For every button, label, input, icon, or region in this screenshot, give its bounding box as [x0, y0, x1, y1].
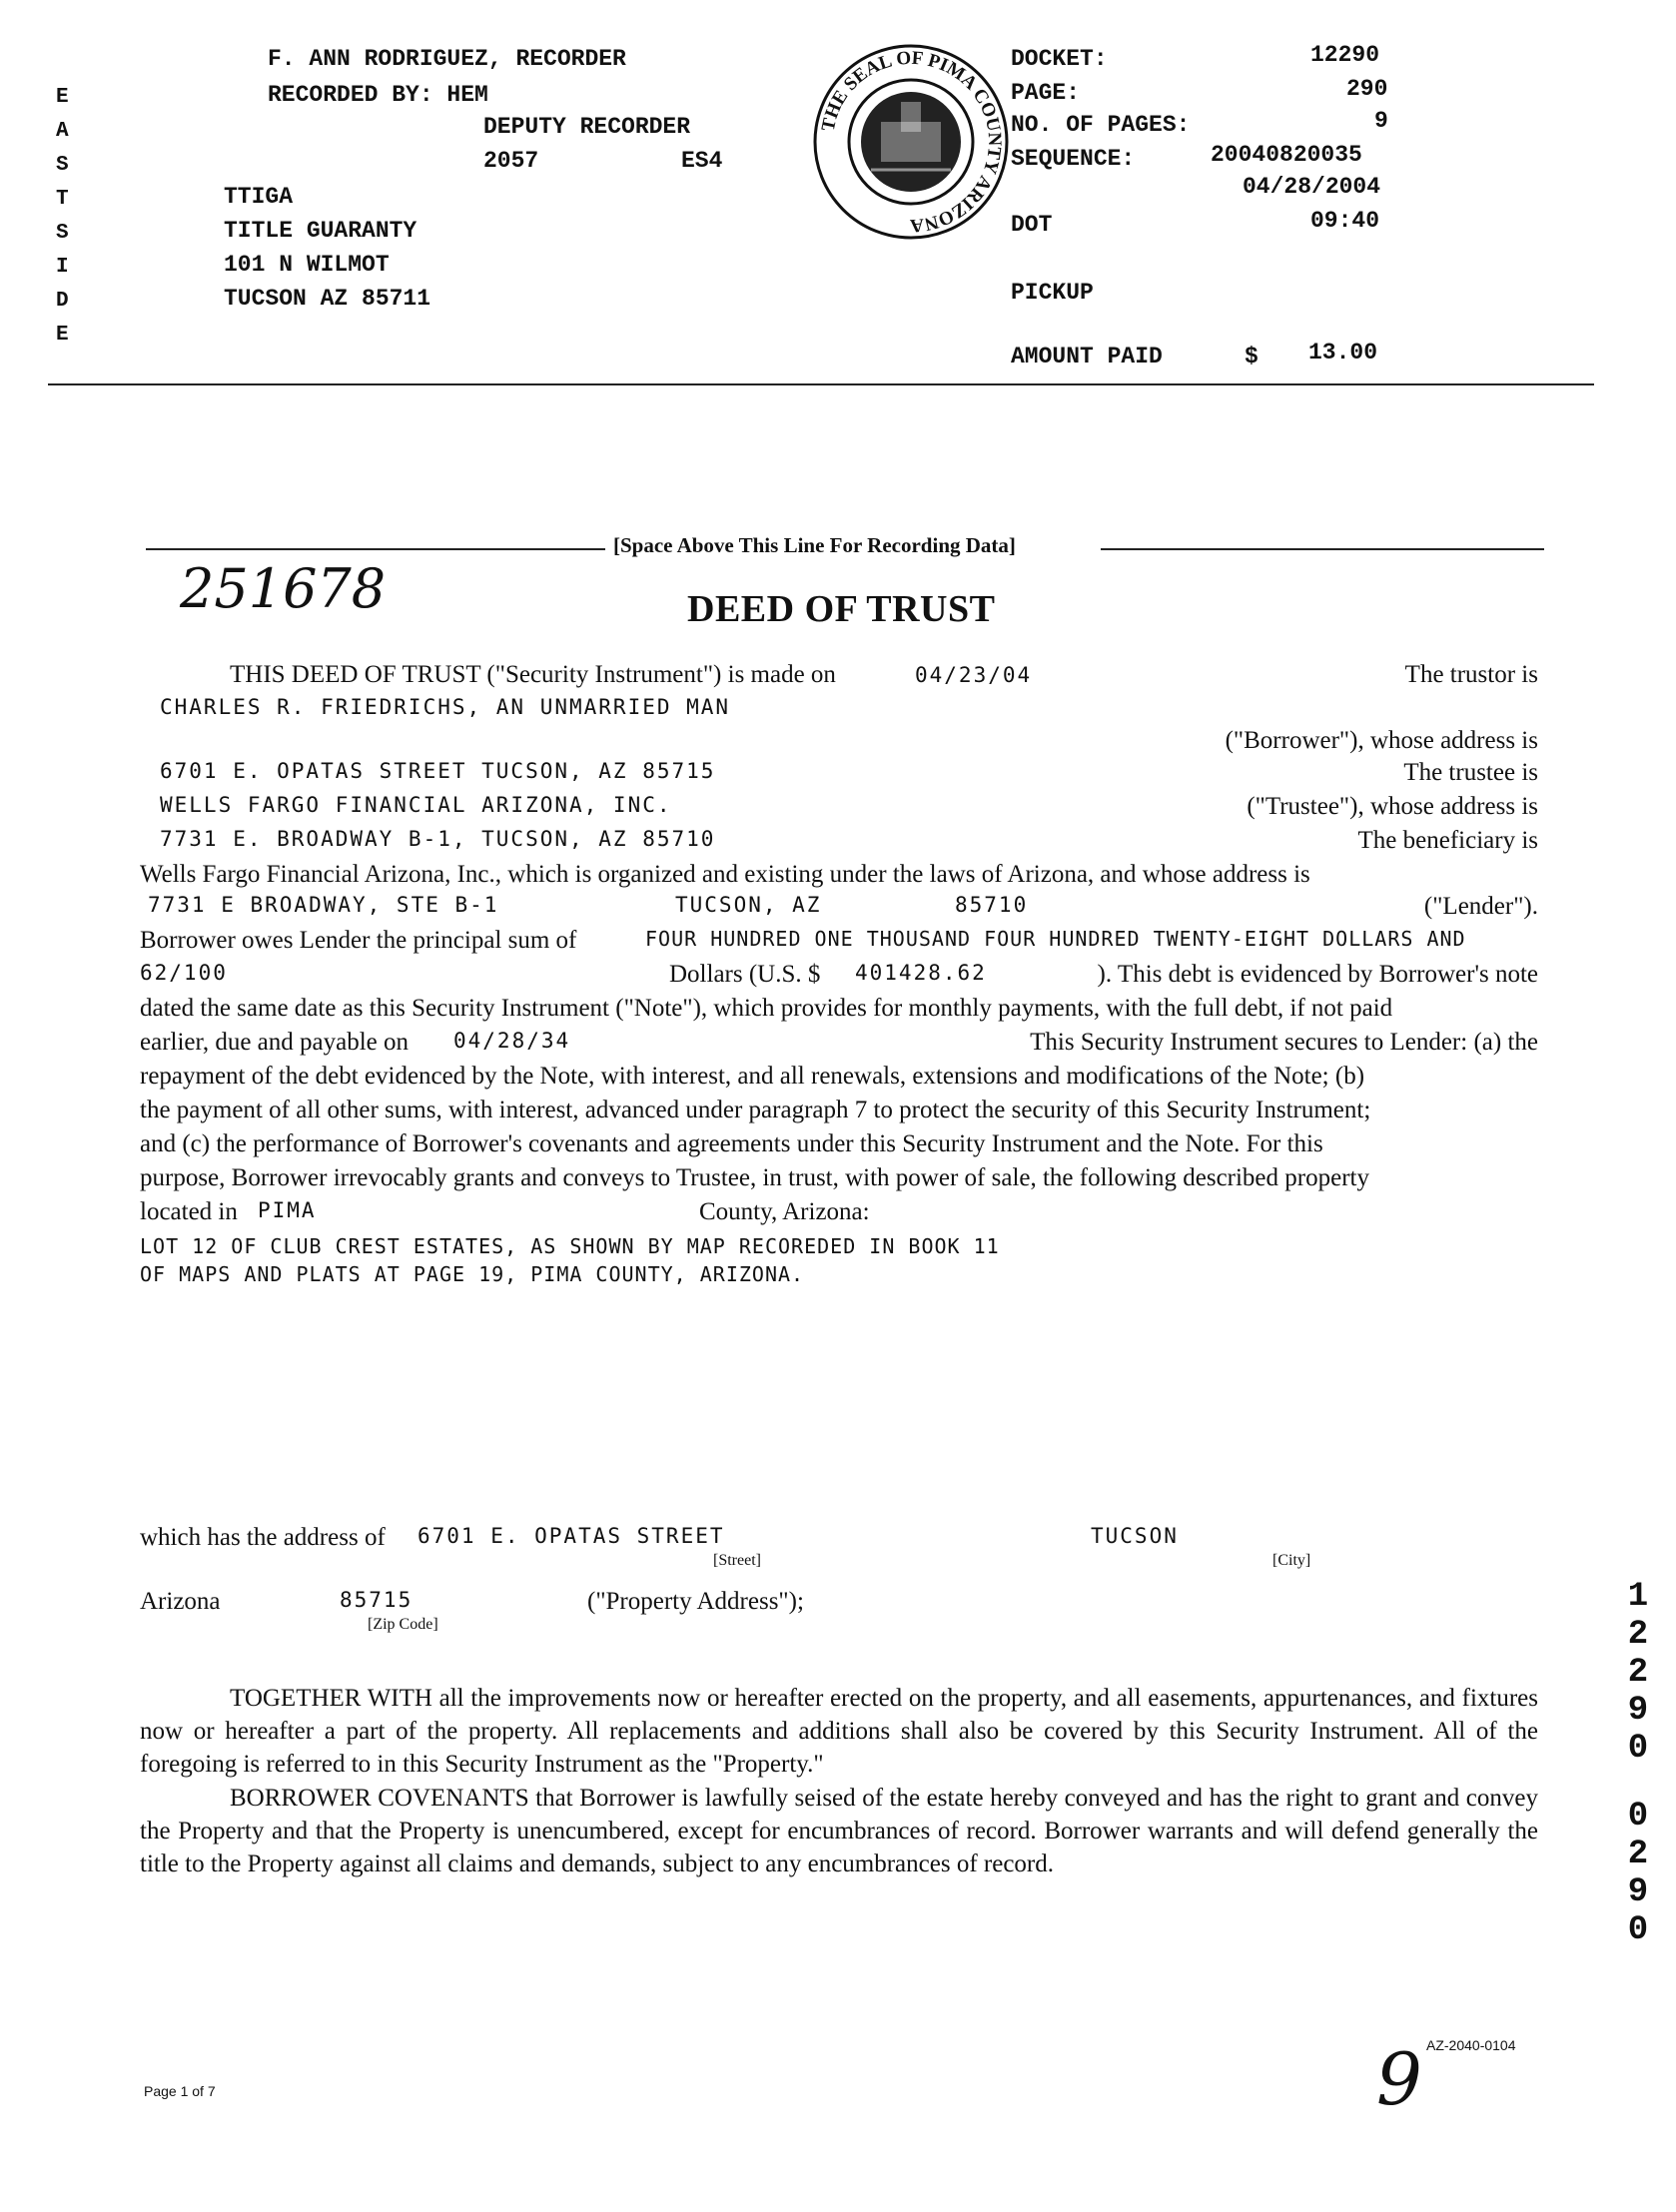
stamp-digit: 2 — [1627, 1616, 1649, 1654]
intro-line: 7731 E. BROADWAY B-1, TUCSON, AZ 85710 The beneficiary is — [160, 827, 1538, 854]
property-street: 6701 E. OPATAS STREET — [418, 1524, 725, 1548]
street-label: [Street] — [713, 1552, 761, 1569]
recording-rule-left — [146, 548, 605, 550]
amount-symbol: $ — [1245, 344, 1258, 369]
stamp-digit: 0 — [1627, 1911, 1649, 1949]
side-letter: E — [56, 86, 69, 109]
principal-cents: 62/100 — [140, 961, 228, 985]
lender-street: 7731 E BROADWAY, STE B-1 — [148, 893, 499, 917]
stamp-digit: 0 — [1627, 1798, 1649, 1836]
field-value: 290 — [1346, 76, 1388, 102]
field-value: 04/28/2004 — [1243, 174, 1381, 200]
field-label: DOCKET: — [1011, 46, 1108, 72]
intro-line: THIS DEED OF TRUST ("Security Instrument") is made on 04/23/04 The trustor is — [230, 661, 1538, 688]
field-value: 09:40 — [1310, 208, 1380, 234]
form-number: AZ-2040-0104 — [1426, 2037, 1516, 2053]
property-city: TUCSON — [1091, 1524, 1179, 1548]
recorded-by: RECORDED BY: HEM — [268, 82, 488, 108]
together-with-paragraph: TOGETHER WITH all the improvements now or hereafter erected on the property, and all easements, appurtenances, and fixtures now or hereafter a part of the property. All replacements and additions shall also be covered by this Security Instrument. All of the foregoing is referred to in this Security Instrument as the "Property." — [140, 1685, 1538, 1778]
side-letter: A — [56, 120, 69, 143]
county-name: PIMA — [258, 1198, 317, 1222]
field-value: 9 — [1374, 108, 1388, 134]
deputy-recorder: DEPUTY RECORDER — [483, 114, 691, 140]
field-label: PICKUP — [1011, 280, 1094, 306]
trustee-name: WELLS FARGO FINANCIAL ARIZONA, INC. — [160, 793, 672, 817]
side-letter: T — [56, 188, 69, 211]
property-zip: 85715 — [340, 1588, 414, 1612]
legal-description-line: LOT 12 OF CLUB CREST ESTATES, AS SHOWN BY MAP RECOREDED IN BOOK 11 — [140, 1234, 1000, 1258]
principal-amount: 401428.62 — [855, 961, 987, 985]
svg-text:THE SEAL OF PIMA COUNTY ARIZON: THE SEAL OF PIMA COUNTY ARIZONA — [817, 47, 1006, 237]
intro-line — [140, 695, 1538, 728]
intro-line: ("Borrower"), whose address is — [1225, 727, 1538, 754]
intro-line: purpose, Borrower irrevocably grants and conveys to Trustee, in trust, with power of sale, the following described property — [140, 1164, 1369, 1191]
intro-line: the payment of all other sums, with interest, advanced under paragraph 7 to protect the security of this Security Instrument; — [140, 1097, 1371, 1123]
lender-city: TUCSON, AZ — [675, 893, 822, 917]
recorder-name: F. ANN RODRIGUEZ, RECORDER — [268, 46, 626, 72]
header-divider — [48, 383, 1594, 385]
return-line: TITLE GUARANTY — [224, 218, 418, 244]
address-line: Arizona 85715 ("Property Address"); — [140, 1588, 804, 1615]
stamp-digit: 9 — [1627, 1692, 1649, 1730]
borrower-address: 6701 E. OPATAS STREET TUCSON, AZ 85715 — [160, 759, 716, 783]
page-number: Page 1 of 7 — [144, 2083, 216, 2099]
side-letter: D — [56, 290, 69, 313]
side-letter: E — [56, 324, 69, 347]
stamp-digit: 2 — [1627, 1654, 1649, 1692]
field-label: SEQUENCE: — [1011, 146, 1136, 172]
intro-line: 7731 E BROADWAY, STE B-1 TUCSON, AZ 85710 ("Lender"). — [148, 893, 1538, 920]
intro-line: Borrower owes Lender the principal sum of FOUR HUNDRED ONE THOUSAND FOUR HUNDRED TWENTY-EIGHT DOLLARS AND — [140, 927, 1466, 954]
deputy-code-2: ES4 — [681, 148, 723, 174]
zip-label: [Zip Code] — [368, 1616, 438, 1633]
trustor-name: CHARLES R. FRIEDRICHS, AN UNMARRIED MAN — [160, 695, 731, 719]
handwritten-number: 251678 — [180, 557, 387, 620]
return-line: TUCSON AZ 85711 — [224, 286, 431, 312]
field-label: DOT — [1011, 212, 1053, 238]
stamp-digit: 2 — [1627, 1836, 1649, 1873]
trustee-address: 7731 E. BROADWAY B-1, TUCSON, AZ 85710 — [160, 827, 716, 851]
borrower-covenants-paragraph: BORROWER COVENANTS that Borrower is lawfully seised of the estate hereby conveyed and has the right to grant and convey the Property and that the Property is unencumbered, except for encumbrances of record. Borrower warrants and will defend generally the title to the Property against all claims and demands, subject to any encumbrances of record. — [140, 1785, 1538, 1877]
field-value: 20040820035 — [1211, 142, 1362, 168]
intro-line: 62/100 Dollars (U.S. $ 401428.62 ). This debt is evidenced by Borrower's note — [140, 961, 1538, 988]
instrument-date: 04/23/04 — [915, 663, 1033, 687]
stamp-digit: 1 — [1627, 1578, 1649, 1616]
handwritten-page-number: 9 — [1376, 2037, 1422, 2121]
intro-line: and (c) the performance of Borrower's covenants and agreements under this Security Instrument and the Note. For this — [140, 1130, 1323, 1157]
side-letter: I — [56, 256, 69, 279]
property-state: Arizona — [140, 1588, 221, 1615]
maturity-date: 04/28/34 — [453, 1029, 571, 1053]
stamp-digit: 9 — [1627, 1873, 1649, 1911]
lender-zip: 85710 — [955, 893, 1029, 917]
principal-words: FOUR HUNDRED ONE THOUSAND FOUR HUNDRED TWENTY-EIGHT DOLLARS AND — [645, 927, 1466, 951]
amount-value: 13.00 — [1308, 340, 1378, 366]
deputy-code: 2057 — [483, 148, 539, 174]
intro-line: located in PIMA County, Arizona: — [140, 1198, 870, 1225]
field-label: NO. OF PAGES: — [1011, 112, 1191, 138]
amount-label: AMOUNT PAID — [1011, 344, 1163, 369]
address-line: which has the address of 6701 E. OPATAS STREET TUCSON — [140, 1524, 1179, 1551]
legal-description-line: OF MAPS AND PLATS AT PAGE 19, PIMA COUNTY, ARIZONA. — [140, 1262, 805, 1286]
return-line: 101 N WILMOT — [224, 252, 390, 278]
intro-line: 6701 E. OPATAS STREET TUCSON, AZ 85715 The trustee is — [160, 759, 1538, 786]
field-value: 12290 — [1310, 42, 1380, 68]
return-line: TTIGA — [224, 184, 294, 210]
county-seal-icon — [811, 42, 1011, 242]
city-label: [City] — [1272, 1552, 1311, 1569]
document-title: DEED OF TRUST — [687, 588, 996, 630]
intro-line: Wells Fargo Financial Arizona, Inc., which is organized and existing under the laws of Arizona, and whose address is — [140, 861, 1310, 888]
intro-line: earlier, due and payable on 04/28/34 This Security Instrument secures to Lender: (a) the — [140, 1029, 1538, 1056]
side-letter: S — [56, 154, 69, 177]
stamp-digit: 0 — [1627, 1730, 1649, 1768]
recording-rule-right — [1101, 548, 1544, 550]
intro-line: WELLS FARGO FINANCIAL ARIZONA, INC. ("Trustee"), whose address is — [160, 793, 1538, 820]
docket-page-stamp — [1618, 1578, 1658, 1949]
recording-data-label: [Space Above This Line For Recording Data] — [613, 533, 1016, 557]
intro-line: dated the same date as this Security Instrument ("Note"), which provides for monthly payments, with the full debt, if not paid — [140, 995, 1393, 1022]
field-label: PAGE: — [1011, 80, 1081, 106]
side-letter: S — [56, 222, 69, 245]
intro-line: repayment of the debt evidenced by the Note, with interest, and all renewals, extensions and modifications of the Note; (b) — [140, 1063, 1365, 1090]
